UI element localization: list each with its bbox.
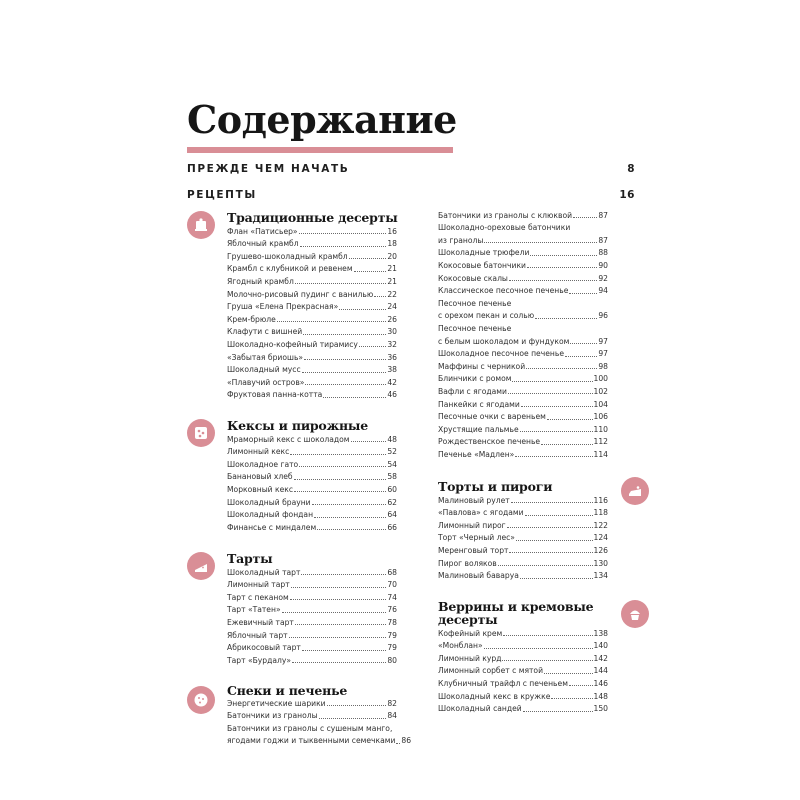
intro-label: ПРЕЖДЕ ЧЕМ НАЧАТЬ	[187, 163, 350, 175]
toc-entry[interactable]: Кофейный крем 138	[438, 628, 608, 638]
toc-entry[interactable]: из гранолы 87	[438, 235, 608, 245]
toc-entry[interactable]: Клафути с вишней 30	[227, 327, 397, 337]
toc-entry[interactable]: Тарт «Бурдалу» 80	[227, 655, 397, 665]
toc-entry[interactable]: Батончики из гранолы с клюквой 87	[438, 210, 608, 220]
toc-entry[interactable]: Крем-брюле 26	[227, 314, 397, 324]
category-list-snacks-part2	[438, 208, 608, 460]
toc-entry[interactable]: Блинчики с ромом 100	[438, 374, 608, 384]
toc-entry[interactable]: Малиновый баваруа 134	[438, 571, 608, 581]
toc-entry[interactable]: Маффины с черникой 98	[438, 361, 608, 371]
toc-entry[interactable]: Лимонный пирог 122	[438, 520, 608, 530]
toc-entry[interactable]: Ягодный крамбл 21	[227, 276, 397, 286]
category-title-verrines-line2: десерты	[438, 612, 498, 627]
tart-slice-icon	[187, 552, 215, 580]
toc-entry[interactable]: Фруктовая панна-котта 46	[227, 390, 397, 400]
toc-entry[interactable]: Торт «Черный лес» 124	[438, 533, 608, 543]
category-title-tarts: Тарты	[227, 551, 273, 566]
toc-entry[interactable]: Классическое песочное печенье 94	[438, 286, 608, 296]
category-list-snacks-part1	[227, 696, 412, 746]
category-list-traditional	[227, 224, 397, 400]
toc-entry[interactable]: Кокосовые батончики 90	[438, 260, 608, 270]
toc-entry[interactable]: «Плавучий остров» 42	[227, 377, 397, 387]
recipes-label: РЕЦЕПТЫ	[187, 189, 257, 201]
category-list-tarts	[227, 565, 397, 666]
intro-heading[interactable]	[187, 162, 635, 176]
toc-entry[interactable]: Шоколадное гато 54	[227, 459, 397, 469]
toc-entry[interactable]: ягодами годжи и тыквенными семечками 86	[227, 736, 412, 746]
toc-entry[interactable]: «Забытая бриошь» 36	[227, 352, 397, 362]
category-list-pies	[438, 493, 608, 581]
page-title: Содержание	[187, 97, 457, 142]
toc-entry[interactable]: Мраморный кекс с шоколадом 48	[227, 434, 397, 444]
toc-entry[interactable]: «Монблан» 140	[438, 641, 608, 651]
toc-entry[interactable]: Шоколадное песочное печенье 97	[438, 349, 608, 359]
toc-entry[interactable]: Шоколадный мусс 38	[227, 365, 397, 375]
toc-entry[interactable]: Абрикосовый тарт 79	[227, 643, 397, 653]
toc-entry[interactable]: Меренговый торт 126	[438, 545, 608, 555]
toc-entry[interactable]: Шоколадно-кофейный тирамису 32	[227, 339, 397, 349]
toc-entry[interactable]: Энергетические шарики 82	[227, 698, 397, 708]
toc-entry[interactable]: Яблочный крамбл 18	[227, 239, 397, 249]
toc-entry[interactable]: Шоколадно-ореховые батончики	[438, 223, 571, 233]
toc-entry[interactable]: Флан «Патисьер» 16	[227, 226, 397, 236]
toc-entry[interactable]: Тарт «Татен» 76	[227, 605, 397, 615]
toc-entry[interactable]: Пирог воляков 130	[438, 558, 608, 568]
toc-entry[interactable]: Лимонный курд 142	[438, 653, 608, 663]
toc-entry[interactable]: Шоколадный сандей 150	[438, 704, 608, 714]
toc-entry[interactable]: с белым шоколадом и фундуком 97	[438, 336, 608, 346]
category-title-pies: Торты и пироги	[438, 479, 553, 494]
toc-entry[interactable]: Грушево-шоколадный крамбл 20	[227, 251, 397, 261]
cupcake-icon	[621, 600, 649, 628]
toc-entry[interactable]: Малиновый рулет 116	[438, 495, 608, 505]
toc-entry[interactable]: Шоколадный брауни 62	[227, 497, 397, 507]
muffin-icon	[187, 419, 215, 447]
toc-entry[interactable]: Молочно-рисовый пудинг с ванилью 22	[227, 289, 397, 299]
toc-entry[interactable]: Шоколадный фондан 64	[227, 510, 397, 520]
toc-entry[interactable]: Груша «Елена Прекрасная» 24	[227, 302, 397, 312]
toc-entry[interactable]: Хрустящие пальмье 110	[438, 424, 608, 434]
toc-entry[interactable]: Кокосовые скалы 92	[438, 273, 608, 283]
toc-entry[interactable]: Песочное печенье	[438, 298, 512, 308]
intro-page: 8	[627, 163, 635, 175]
cake-icon	[621, 477, 649, 505]
toc-entry[interactable]: Тарт с пеканом 74	[227, 592, 397, 602]
toc-entry[interactable]: Финансье с миндалем 66	[227, 522, 397, 532]
toc-entry[interactable]: Шоколадный тарт 68	[227, 567, 397, 577]
flan-icon	[187, 211, 215, 239]
category-title-verrines	[438, 600, 593, 626]
toc-entry[interactable]: Лимонный сорбет с мятой 144	[438, 666, 608, 676]
toc-entry[interactable]: Морковный кекс 60	[227, 484, 397, 494]
toc-entry[interactable]: Батончики из гранолы с сушеным манго,	[227, 723, 393, 733]
toc-entry[interactable]: с орехом пекан и солью 96	[438, 311, 608, 321]
toc-entry[interactable]: Яблочный тарт 79	[227, 630, 397, 640]
toc-entry[interactable]: Рождественское печенье 112	[438, 437, 608, 447]
toc-entry[interactable]: Крамбл с клубникой и ревенем 21	[227, 264, 397, 274]
category-list-cakes	[227, 432, 397, 533]
toc-entry[interactable]: Лимонный тарт 70	[227, 580, 397, 590]
toc-entry[interactable]: Лимонный кекс 52	[227, 447, 397, 457]
recipes-page: 16	[619, 189, 635, 201]
category-list-verrines	[438, 626, 608, 714]
category-title-traditional: Традиционные десерты	[227, 210, 398, 225]
toc-entry[interactable]: Печенье «Мадлен» 114	[438, 449, 608, 459]
category-title-snacks: Снеки и печенье	[227, 683, 348, 698]
toc-entry[interactable]: Панкейки с ягодами 104	[438, 399, 608, 409]
toc-entry[interactable]: Песочное печенье	[438, 323, 512, 333]
cookie-icon	[187, 686, 215, 714]
recipes-heading[interactable]	[187, 188, 635, 202]
toc-entry[interactable]: Шоколадные трюфели 88	[438, 248, 608, 258]
toc-entry[interactable]: Вафли с ягодами 102	[438, 386, 608, 396]
toc-entry[interactable]: Шоколадный кекс в кружке 148	[438, 691, 608, 701]
toc-entry[interactable]: Банановый хлеб 58	[227, 472, 397, 482]
category-title-verrines-line1: Веррины и кремовые	[438, 599, 594, 614]
toc-entry[interactable]: Клубничный трайфл с печеньем 146	[438, 678, 608, 688]
category-title-cakes: Кексы и пирожные	[227, 418, 369, 433]
title-underline	[187, 147, 453, 153]
toc-entry[interactable]: Батончики из гранолы 84	[227, 711, 397, 721]
toc-entry[interactable]: «Павлова» с ягодами 118	[438, 508, 608, 518]
toc-entry[interactable]: Ежевичный тарт 78	[227, 617, 397, 627]
toc-entry[interactable]: Песочные очки с вареньем 106	[438, 412, 608, 422]
